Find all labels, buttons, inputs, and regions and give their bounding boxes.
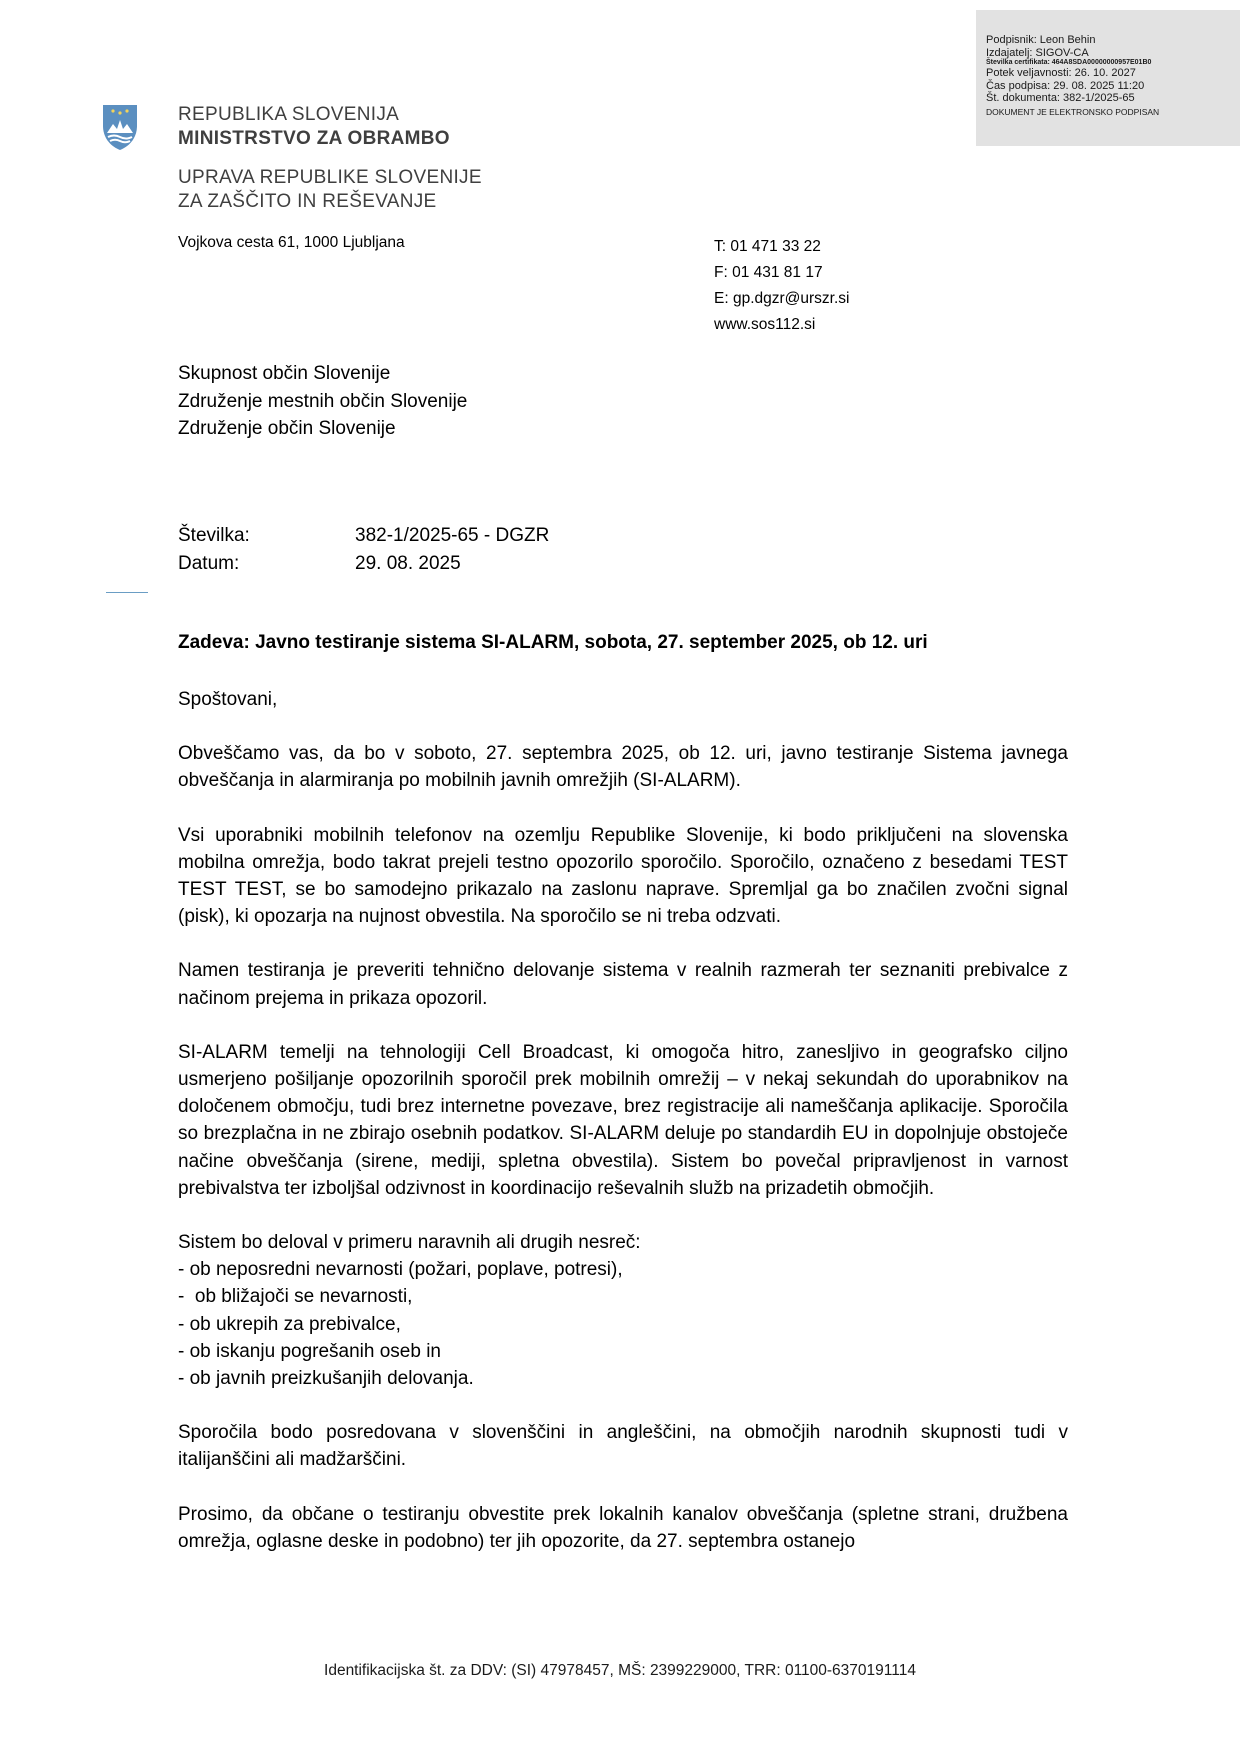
paragraph: Namen testiranja je preveriti tehnično delovanje sistema v realnih razmerah ter seznaniti prebivalce z načinom prejema in prikaza opozoril. bbox=[178, 960, 1068, 1009]
header-administration-line1: UPRAVA REPUBLIKE SLOVENIJE bbox=[178, 167, 482, 188]
date-label: Datum: bbox=[178, 552, 240, 574]
email-link[interactable]: E: gp.dgzr@urszr.si bbox=[714, 290, 850, 307]
signed-at: Čas podpisa: 29. 08. 2025 11:20 bbox=[986, 79, 1145, 92]
header-republic: REPUBLIKA SLOVENIJA bbox=[178, 104, 400, 125]
paragraph: Obveščamo vas, da bo v soboto, 27. septembra 2025, ob 12. uri, javno testiranje Sistema javnega obveščanja in alarmiranja po mobilnih javnih omrežjih (SI-ALARM). bbox=[178, 743, 1068, 792]
recipient: Združenje občin Slovenije bbox=[178, 418, 396, 439]
document-number: Št. dokumenta: 382-1/2025-65 bbox=[986, 92, 1135, 104]
paragraph: Prosimo, da občane o testiranju obvestite prek lokalnih kanalov obveščanja (spletne strani, družbena omrežja, oglasne deske in podobno) ter jih opozorite, da 27. septembra ostanejo bbox=[178, 1503, 1068, 1552]
paragraph: Sporočila bodo posredovana v slovenščini in angleščini, na območjih narodnih skupnosti tudi v italijanščini ali madžarščini. bbox=[178, 1422, 1068, 1471]
list-item: - ob neposredni nevarnosti (požari, poplave, potresi), bbox=[178, 1259, 623, 1281]
list-item: - ob bližajoči se nevarnosti, bbox=[178, 1286, 413, 1308]
list-block bbox=[178, 1229, 1068, 1392]
website-link[interactable]: www.sos112.si bbox=[714, 316, 816, 333]
signer: Podpisnik: Leon Behin bbox=[986, 34, 1096, 46]
number-value: 382-1/2025-65 - DGZR bbox=[355, 525, 550, 546]
date-value: 29. 08. 2025 bbox=[355, 552, 461, 574]
contact-details bbox=[714, 234, 849, 338]
footer-identification: Identifikacijska št. za DDV: (SI) 47978457, MŠ: 2399229000, TRR: 01100-6370191114 bbox=[324, 1662, 916, 1679]
valid-until: Potek veljavnosti: 26. 10. 2027 bbox=[986, 67, 1136, 79]
header-ministry: MINISTRSTVO ZA OBRAMBO bbox=[178, 128, 450, 149]
phone: T: 01 471 33 22 bbox=[714, 238, 821, 255]
certificate-number: Številka certifikata: 464A8SDA00000000957E01B0 bbox=[986, 59, 1152, 66]
subject-line: Zadeva: Javno testiranje sistema SI-ALARM, sobota, 27. september 2025, ob 12. uri bbox=[178, 632, 928, 653]
list-intro: Sistem bo deloval v primeru naravnih ali drugih nesreč: bbox=[178, 1232, 641, 1254]
address: Vojkova cesta 61, 1000 Ljubljana bbox=[178, 234, 405, 251]
fold-mark bbox=[106, 592, 148, 593]
header-administration-line2: ZA ZAŠČITO IN REŠEVANJE bbox=[178, 191, 437, 212]
issuer: Izdajatelj: SIGOV-CA bbox=[986, 46, 1089, 59]
recipients bbox=[178, 360, 467, 443]
letter-body bbox=[178, 686, 1068, 1582]
header-administration bbox=[178, 166, 482, 214]
list-item: - ob javnih preizkušanjih delovanja. bbox=[178, 1368, 474, 1390]
paragraph: SI-ALARM temelji na tehnologiji Cell Broadcast, ki omogoča hitro, zanesljivo in geografsko ciljno usmerjeno pošiljanje opozorilnih sporočil prek mobilnih omrežij – v nekaj sekundah do uporabnikov na določenem območju, tudi brez internetne povezave, brez registracije ali nameščanja aplikacije. Sporočila so brezplačna in ne zbirajo osebnih podatkov. SI-ALARM deluje po standardih EU in dopolnjuje obstoječe načine obveščanja (sirene, mediji, spletna obvestila). Sistem bo povečal pripravljenost in varnost prebivalstva ter izboljšal odzivnost in koordinacijo reševalnih služb na prizadetih območjih. bbox=[178, 1041, 1068, 1199]
fax: F: 01 431 81 17 bbox=[714, 264, 823, 281]
electronic-signature-box bbox=[976, 10, 1240, 146]
paragraph: Vsi uporabniki mobilnih telefonov na ozemlju Republike Slovenije, ki bodo priključeni na slovenska mobilna omrežja, bodo takrat prejeli testno opozorilo sporočilo. Sporočilo, označeno z besedami TEST TEST TEST, se bo samodejno prikazalo na zaslonu naprave. Spremljal ga bo značilen zvočni signal (pisk), ki opozarja na nujnost obvestila. Na sporočilo se ni treba odzvati. bbox=[178, 824, 1068, 928]
salutation: Spoštovani, bbox=[178, 689, 278, 710]
list-item: - ob iskanju pogrešanih oseb in bbox=[178, 1340, 442, 1362]
recipient: Združenje mestnih občin Slovenije bbox=[178, 390, 468, 412]
document-meta bbox=[178, 522, 549, 577]
number-label: Številka: bbox=[178, 525, 250, 546]
signature-notice: DOKUMENT JE ELEKTRONSKO PODPISAN bbox=[986, 106, 1160, 117]
list-item: - ob ukrepih za prebivalce, bbox=[178, 1313, 401, 1335]
slovenia-coat-of-arms-icon bbox=[100, 102, 140, 152]
recipient: Skupnost občin Slovenije bbox=[178, 363, 391, 384]
